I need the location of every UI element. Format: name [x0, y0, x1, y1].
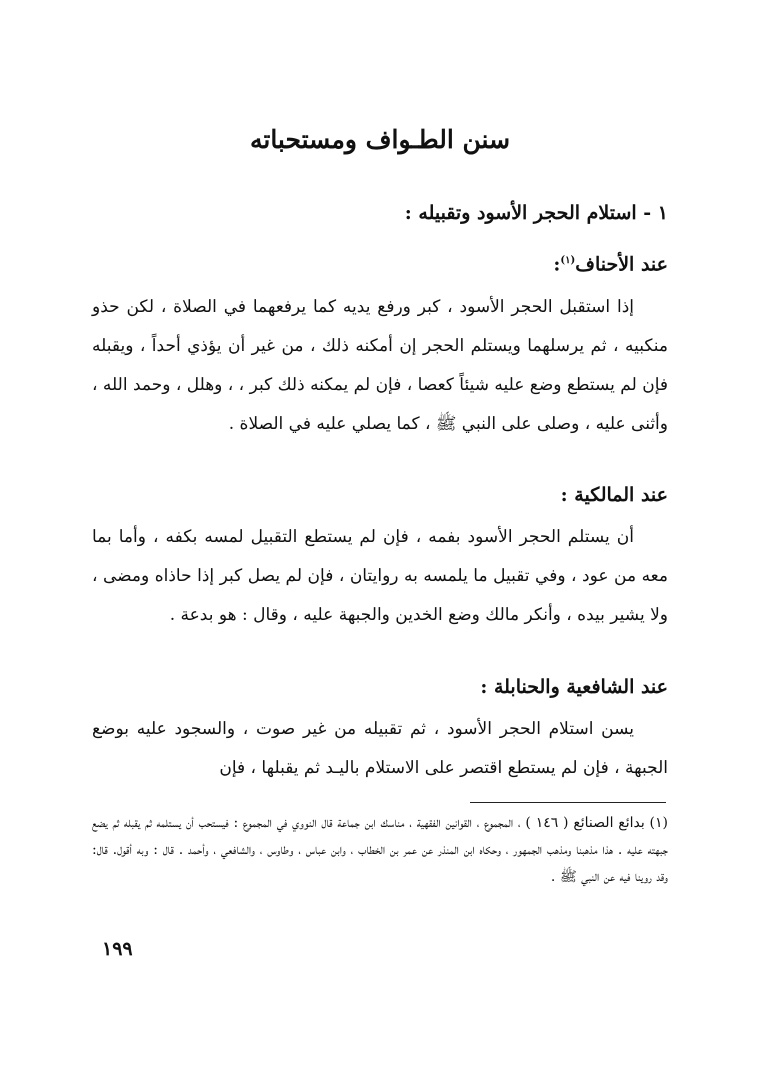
hanafi-paragraph: إذا استقبل الحجر الأسود ، كبر ورفع يديه كما يرفعهما في الصلاة ، لكن حذو منكبيه ، ثم يرسلهما ويستلم الحجر إن أمكنه ذلك ، من غير أن يؤذي أحداً ، ويقبله فإن لم يستطع وضع عليه شيئاً كعصا ، فإن لم يمكنه ذلك كبر ، ، وهلل ، وحمد الله ، وأثنى عليه ، وصلى على النبي ﷺ ، كما يصلي عليه في الصلاة .	[92, 297, 668, 434]
shafii-heading-block	[92, 672, 668, 702]
shafii-paragraph-block	[92, 710, 668, 788]
hanafi-paragraph-block	[92, 288, 668, 444]
hanafi-heading	[92, 246, 668, 279]
section-heading	[92, 198, 668, 228]
hanafi-heading-colon: :	[553, 253, 561, 276]
maliki-paragraph-block	[92, 518, 668, 635]
page-number: ١٩٩	[102, 938, 133, 960]
maliki-heading: عند المالكية :	[560, 484, 668, 506]
shafii-paragraph: يسن استلام الحجر الأسود ، ثم تقبيله من غير صوت ، والسجود عليه بوضع الجبهة ، فإن لم يستطع اقتصر على الاستلام باليـد ثم يقبلها ، فإن	[92, 719, 668, 778]
page-title: سنن الطـواف ومستحباته	[249, 125, 511, 154]
footnote-divider	[470, 802, 666, 803]
footnote: (١) بدائع الصنائع ( ١٤٦ ) ، المجموع ، القوانين الفقهية ، مناسك ابن جماعة قال النووي في المجموع : فيستحب أن يستلمه ثم يقبله ثم يضع جبهته عليه . هذا مذهبنا ومذهب الجمهور ، وحكاه ابن المنذر عن عمر بن الخطاب ، وابن عباس ، وطاوس ، والشافعي ، وأحمد . قال : وبه أقول. قال: وقد روينا فيه عن النبي ﷺ .	[92, 815, 669, 885]
heading-stone-kissing: ١ - استلام الحجر الأسود وتقبيله :	[404, 202, 668, 224]
maliki-heading-block	[92, 480, 668, 510]
maliki-paragraph: أن يستلم الحجر الأسود بفمه ، فإن لم يستطع التقبيل لمسه بكفه ، وأما بما معه من عود ، وفي تقبيل ما يلمسه به روايتان ، فإن لم يصل كبر إذا حاذاه ومضى ، ولا يشير بيده ، وأنكر مالك وضع الخدين والجبهة عليه ، وقال : هو بدعة .	[92, 527, 668, 625]
footnote-ref: (١)	[560, 255, 576, 266]
hanafi-heading-text: عند الأحناف	[575, 253, 668, 276]
shafii-heading: عند الشافعية والحنابلة :	[480, 676, 668, 698]
